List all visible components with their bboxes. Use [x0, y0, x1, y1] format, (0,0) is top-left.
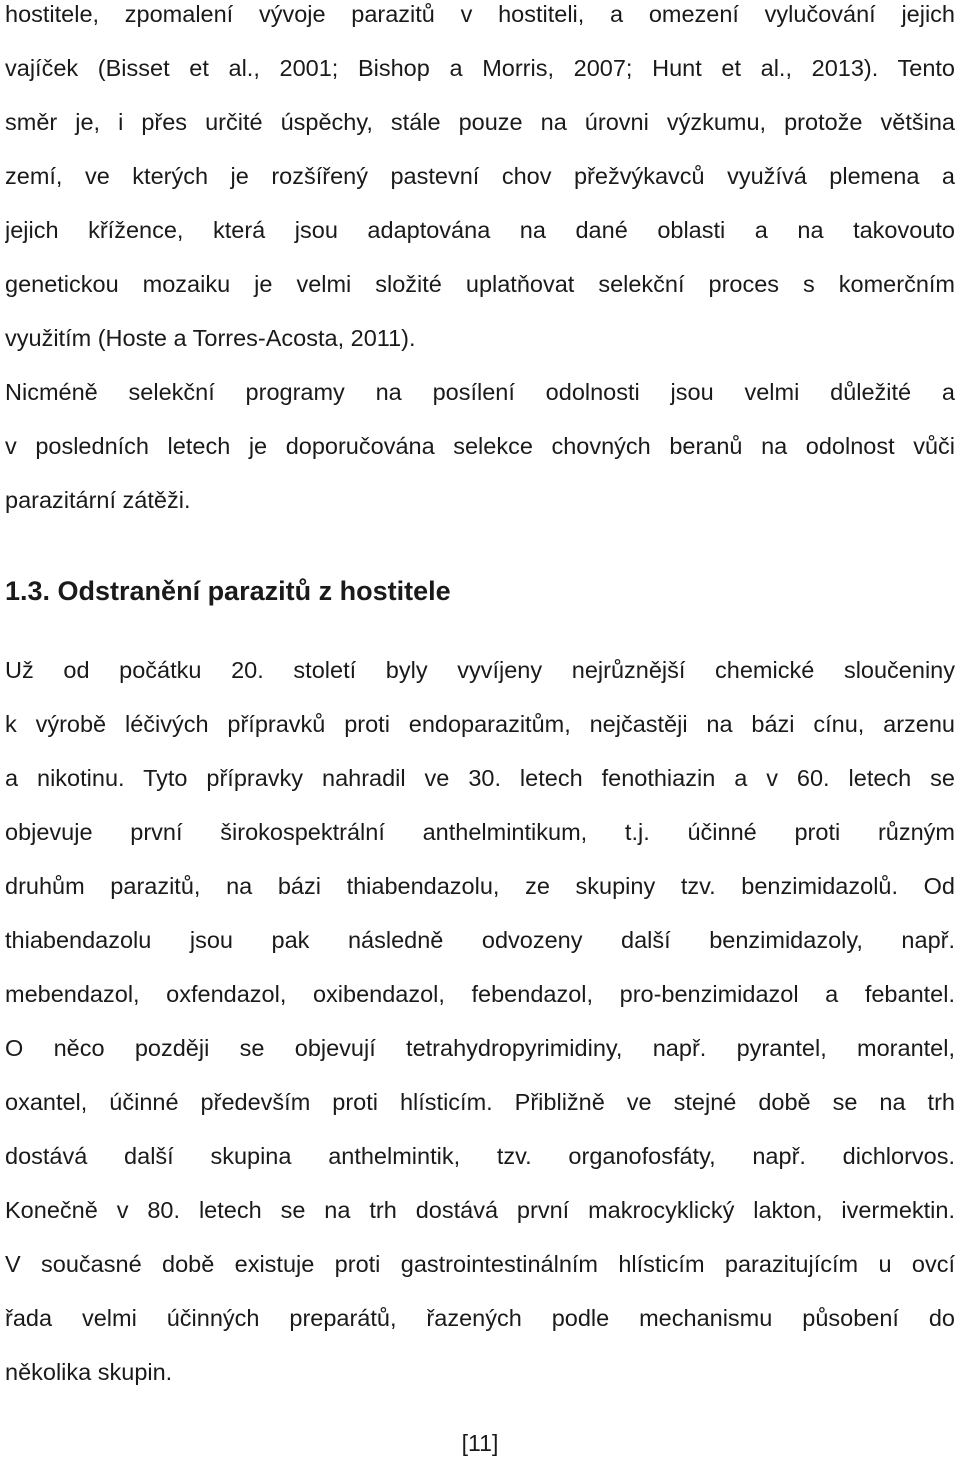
text-line: několika skupin.: [5, 1359, 173, 1385]
text-line: Nicméně selekční programy na posílení odolnosti jsou velmi důležité a: [5, 379, 955, 405]
text-line: thiabendazolu jsou pak následně odvozeny další benzimidazoly, např.: [5, 927, 955, 953]
text-line: řada velmi účinných preparátů, řazených podle mechanismu působení do: [5, 1305, 955, 1331]
text-line: a nikotinu. Tyto přípravky nahradil ve 30. letech fenothiazin a v 60. letech se: [5, 765, 955, 791]
text-line: objevuje první širokospektrální anthelmintikum, t.j. účinné proti různým: [5, 819, 955, 845]
text-line: hostitele, zpomalení vývoje parazitů v hostiteli, a omezení vylučování jejich: [5, 1, 955, 27]
text-line: Konečně v 80. letech se na trh dostává první makrocyklický lakton, ivermektin.: [5, 1197, 955, 1223]
text-line: Už od počátku 20. století byly vyvíjeny nejrůznější chemické sloučeniny: [5, 657, 955, 683]
text-line: k výrobě léčivých přípravků proti endoparazitům, nejčastěji na bázi cínu, arzenu: [5, 711, 955, 737]
section-heading: 1.3. Odstranění parazitů z hostitele: [5, 576, 451, 606]
text-line: dostává další skupina anthelmintik, tzv. organofosfáty, např. dichlorvos.: [5, 1143, 955, 1169]
text-line: zemí, ve kterých je rozšířený pastevní chov přežvýkavců využívá plemena a: [5, 163, 955, 189]
text-line: směr je, i přes určité úspěchy, stále pouze na úrovni výzkumu, protože většina: [5, 109, 955, 135]
text-line: jejich křížence, která jsou adaptována na dané oblasti a na takovouto: [5, 217, 955, 243]
text-line: vajíček (Bisset et al., 2001; Bishop a Morris, 2007; Hunt et al., 2013). Tento: [5, 55, 955, 81]
text-line: genetickou mozaiku je velmi složité uplatňovat selekční proces s komerčním: [5, 271, 955, 297]
text-line: O něco později se objevují tetrahydropyrimidiny, např. pyrantel, morantel,: [5, 1035, 955, 1061]
text-line: oxantel, účinné především proti hlísticím. Přibližně ve stejné době se na trh: [5, 1089, 955, 1115]
text-line: druhům parazitů, na bázi thiabendazolu, ze skupiny tzv. benzimidazolů. Od: [5, 873, 955, 899]
text-line: mebendazol, oxfendazol, oxibendazol, febendazol, pro-benzimidazol a febantel.: [5, 981, 955, 1007]
text-line: parazitární zátěži.: [5, 487, 191, 513]
text-line: v posledních letech je doporučována selekce chovných beranů na odolnost vůči: [5, 433, 955, 459]
page-number: [11]: [461, 1430, 499, 1456]
text-line: využitím (Hoste a Torres-Acosta, 2011).: [5, 325, 416, 351]
text-line: V současné době existuje proti gastrointestinálním hlísticím parazitujícím u ovcí: [5, 1251, 955, 1277]
